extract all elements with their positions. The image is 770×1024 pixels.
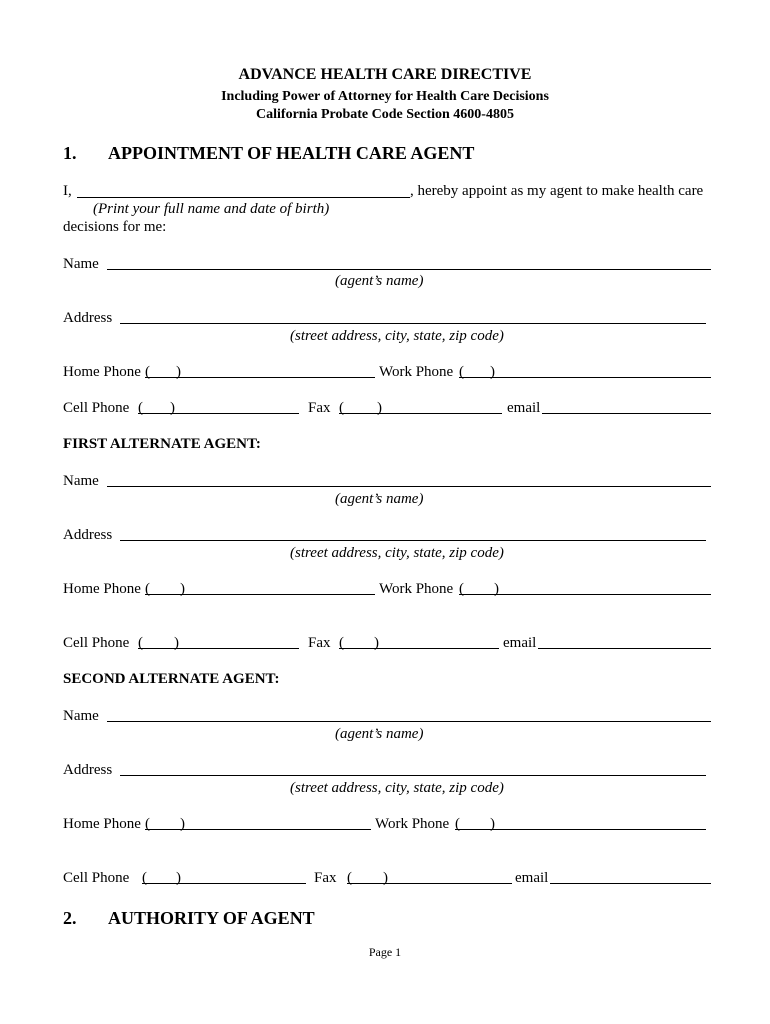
agent-fax-label: Fax (308, 400, 331, 416)
alt1-fax-field[interactable] (380, 631, 496, 649)
alt2-name-field[interactable] (108, 704, 708, 722)
alt2-home-phone-label: Home Phone (63, 816, 141, 832)
alt2-work-phone-field[interactable] (496, 812, 703, 830)
intro-suffix: , hereby appoint as my agent to make health care (410, 183, 704, 199)
paren-close: ) (377, 400, 382, 416)
document-title: ADVANCE HEALTH CARE DIRECTIVE (238, 66, 532, 83)
agent-home-phone-field[interactable] (182, 360, 372, 378)
paren-close: ) (490, 816, 495, 832)
agent-name-label: Name (63, 256, 99, 272)
paren-close: ) (180, 581, 185, 597)
paren-close: ) (490, 364, 495, 380)
paren-open: ( (145, 816, 150, 832)
section-2-heading: AUTHORITY OF AGENT (108, 908, 315, 928)
alt1-cell-phone-label: Cell Phone (63, 635, 130, 651)
paren-close: ) (176, 364, 181, 380)
alt2-address-label: Address (63, 762, 113, 778)
intro-prefix: I, (63, 183, 72, 199)
alt1-email-field[interactable] (539, 631, 709, 649)
alt2-email-label: email (515, 870, 549, 886)
alt2-fax-label: Fax (314, 870, 337, 886)
paren-open: ( (142, 870, 147, 886)
page-number: Page 1 (368, 945, 402, 959)
alt1-cell-phone-field[interactable] (180, 631, 296, 649)
alt2-cell-phone-label: Cell Phone (63, 870, 130, 886)
paren-open: ( (339, 635, 344, 651)
paren-open: ( (339, 400, 344, 416)
alt2-address-field[interactable] (121, 758, 703, 776)
paren-close: ) (494, 581, 499, 597)
alt1-address-field[interactable] (121, 523, 703, 541)
intro-continued: decisions for me: (63, 219, 167, 235)
agent-fax-field[interactable] (383, 396, 499, 414)
agent-cell-phone-label: Cell Phone (63, 400, 130, 416)
alt1-fax-label: Fax (308, 635, 331, 651)
agent-address-field[interactable] (121, 306, 703, 324)
document-subtitle: Including Power of Attorney for Health Care Decisions (221, 89, 549, 104)
alt2-cell-phone-field[interactable] (182, 866, 303, 884)
paren-close: ) (180, 816, 185, 832)
section-2-number: 2. (63, 908, 77, 928)
alt2-fax-field[interactable] (389, 866, 509, 884)
paren-open: ( (455, 816, 460, 832)
agent-work-phone-label: Work Phone (379, 364, 454, 380)
agent-address-hint: (street address, city, state, zip code) (290, 328, 504, 344)
alt2-name-label: Name (63, 708, 99, 724)
alt1-email-label: email (503, 635, 537, 651)
alt1-work-phone-field[interactable] (500, 577, 708, 595)
alt1-home-phone-label: Home Phone (63, 581, 141, 597)
alt1-address-hint: (street address, city, state, zip code) (290, 545, 504, 561)
alt1-address-label: Address (63, 527, 113, 543)
alt1-home-phone-field[interactable] (186, 577, 372, 595)
alt1-name-label: Name (63, 473, 99, 489)
agent-email-label: email (507, 400, 541, 416)
section-1-heading: APPOINTMENT OF HEALTH CARE AGENT (108, 143, 475, 163)
paren-open: ( (459, 364, 464, 380)
principal-name-field[interactable] (78, 180, 408, 198)
document-code-reference: California Probate Code Section 4600-4805 (256, 107, 514, 122)
paren-open: ( (138, 635, 143, 651)
principal-name-hint: (Print your full name and date of birth) (93, 201, 330, 217)
agent-name-field[interactable] (108, 252, 708, 270)
paren-open: ( (145, 364, 150, 380)
alt2-work-phone-label: Work Phone (375, 816, 450, 832)
agent-name-hint: (agent’s name) (335, 273, 424, 289)
paren-open: ( (347, 870, 352, 886)
paren-close: ) (374, 635, 379, 651)
agent-cell-phone-field[interactable] (176, 396, 296, 414)
second-alternate-heading: SECOND ALTERNATE AGENT: (63, 671, 280, 687)
paren-open: ( (459, 581, 464, 597)
paren-close: ) (176, 870, 181, 886)
first-alternate-heading: FIRST ALTERNATE AGENT: (63, 436, 261, 452)
agent-address-label: Address (63, 310, 113, 326)
agent-work-phone-field[interactable] (496, 360, 708, 378)
alt2-name-hint: (agent’s name) (335, 726, 424, 742)
paren-close: ) (383, 870, 388, 886)
alt2-address-hint: (street address, city, state, zip code) (290, 780, 504, 796)
paren-open: ( (145, 581, 150, 597)
agent-home-phone-label: Home Phone (63, 364, 141, 380)
alt1-name-field[interactable] (108, 469, 708, 487)
paren-close: ) (174, 635, 179, 651)
paren-open: ( (138, 400, 143, 416)
paren-close: ) (170, 400, 175, 416)
agent-email-field[interactable] (543, 396, 709, 414)
alt2-home-phone-field[interactable] (186, 812, 368, 830)
alt1-name-hint: (agent’s name) (335, 491, 424, 507)
section-1-number: 1. (63, 143, 77, 163)
alt2-email-field[interactable] (551, 866, 709, 884)
alt1-work-phone-label: Work Phone (379, 581, 454, 597)
